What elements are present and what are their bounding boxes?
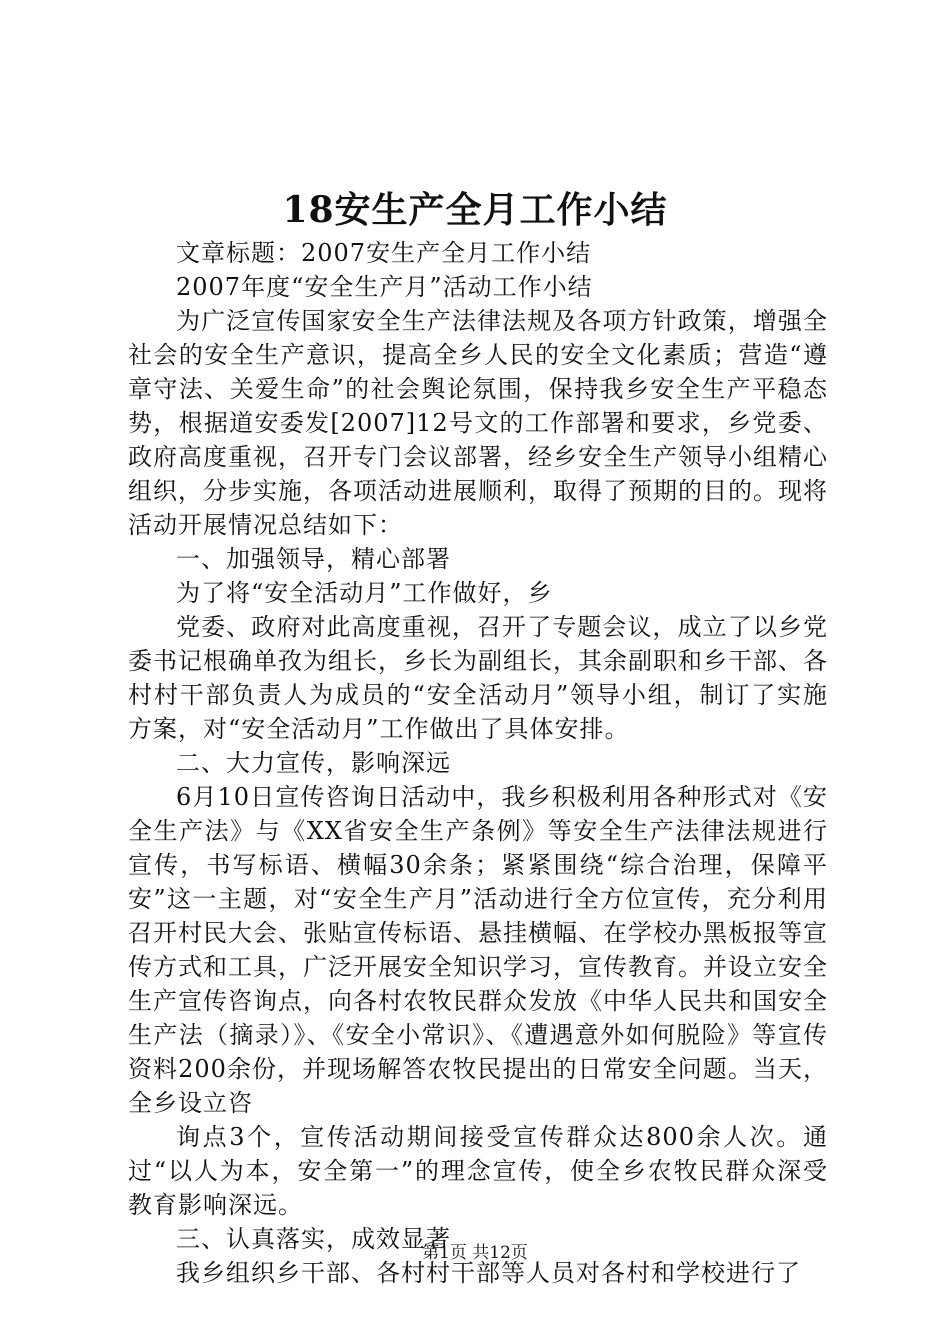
page-footer: 第1页 共12页 — [422, 1243, 528, 1263]
subtitle-line: 2007年度“安全生产月”活动工作小结 — [176, 273, 593, 301]
section-heading-2: 二、大力宣传，影响深远 — [176, 749, 451, 777]
document-title: 18安生产全月工作小结 — [282, 189, 668, 231]
document-body — [128, 236, 828, 1290]
article-title-line: 文章标题：2007安生产全月工作小结 — [176, 239, 592, 267]
body-paragraph: 为了将“安全活动月”工作做好，乡 — [176, 579, 553, 607]
section-heading-1: 一、加强领导，精心部署 — [176, 545, 451, 573]
intro-paragraph: 为广泛宣传国家安全生产法律法规及各项方针政策，增强全社会的安全生产意识，提高全乡人民的安全文化素质；营造“遵章守法、关爱生命”的社会舆论氛围，保持我乡安全生产平稳态势，根据道安委发[2007]12号文的工作部署和要求，乡党委、政府高度重视，召开专门会议部署，经乡安全生产领导小组精心组织，分步实施，各项活动进展顺利，取得了预期的目的。现将活动开展情况总结如下： — [128, 307, 828, 539]
body-paragraph: 6月10日宣传咨询日活动中，我乡积极利用各种形式对《安全生产法》与《XX省安全生产条例》等安全生产法律法规进行宣传，书写标语、横幅30余条；紧紧围绕“综合治理，保障平安”这一主题，对“安全生产月”活动进行全方位宣传，充分利用召开村民大会、张贴宣传标语、悬挂横幅、在学校办黑板报等宣传方式和工具，广泛开展安全知识学习，宣传教育。并设立安全生产宣传咨询点，向各村农牧民群众发放《中华人民共和国安全生产法（摘录）》、《安全小常识》、《遭遇意外如何脱险》等宣传资料200余份，并现场解答农牧民提出的日常安全问题。当天，全乡设立咨 — [128, 783, 828, 1117]
section-heading-3: 三、认真落实，成效显著 — [176, 1225, 451, 1253]
body-paragraph: 询点3个，宣传活动期间接受宣传群众达800余人次。通过“以人为本，安全第一”的理念宣传，使全乡农牧民群众深受教育影响深远。 — [128, 1123, 828, 1219]
body-paragraph: 党委、政府对此高度重视，召开了专题会议，成立了以乡党委书记根确单孜为组长，乡长为副组长，其余副职和乡干部、各村村干部负责人为成员的“安全活动月”领导小组，制订了实施方案，对“安全活动月”工作做出了具体安排。 — [128, 613, 828, 743]
body-paragraph: 我乡组织乡干部、各村村干部等人员对各村和学校进行了 — [176, 1259, 801, 1287]
